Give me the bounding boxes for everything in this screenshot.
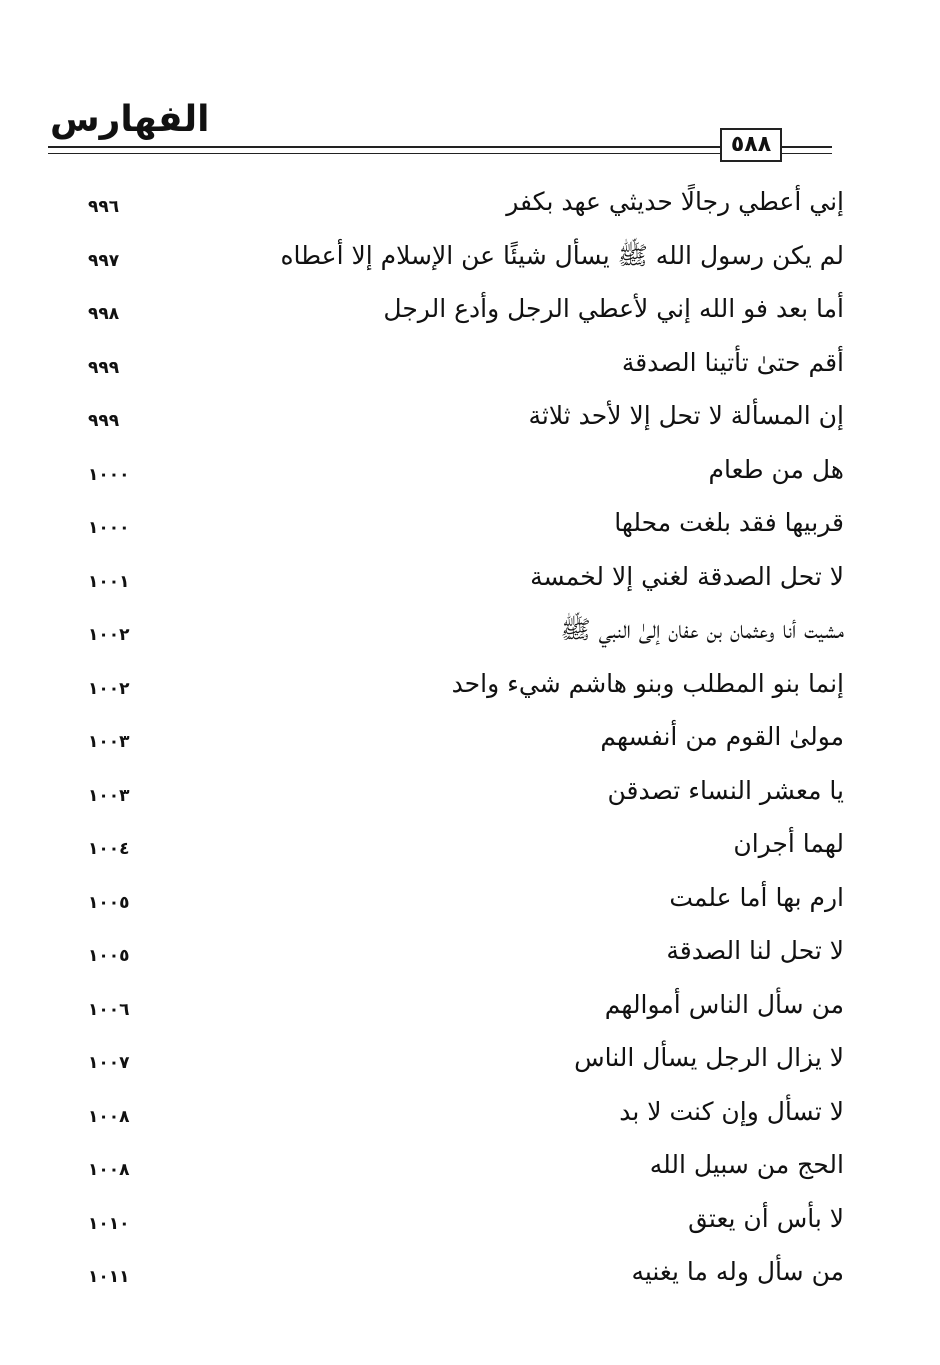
entry-title: لا تسأل وإن كنت لا بد xyxy=(619,1096,844,1126)
entry-page-ref: ٩٩٩ xyxy=(88,411,120,431)
entry-page-ref: ٩٩٨ xyxy=(88,304,120,324)
index-list xyxy=(0,180,940,1304)
entry-page-ref: ١٠٠٠ xyxy=(88,464,130,485)
entry-title: أما بعد فو الله إني لأعطي الرجل وأدع الرجل xyxy=(383,294,844,323)
entry-title: لا بأس أن يعتق xyxy=(688,1203,844,1233)
entry-title: أقم حتىٰ تأتينا الصدقة xyxy=(621,347,844,377)
entry-title: من سأل الناس أموالهم xyxy=(604,989,844,1019)
entry-title: إني أعطي رجالًا حديثي عهد بكفر xyxy=(506,187,844,216)
index-row xyxy=(0,715,940,769)
entry-page-ref: ١٠١٠ xyxy=(88,1213,130,1234)
index-row xyxy=(0,983,940,1037)
index-row xyxy=(0,929,940,983)
header-rule-top xyxy=(48,146,832,148)
index-row xyxy=(0,341,940,395)
entry-title: لا تحل الصدقة لغني إلا لخمسة xyxy=(530,561,844,591)
index-row xyxy=(0,555,940,609)
index-row xyxy=(0,180,940,234)
entry-title: يا معشر النساء تصدقن xyxy=(607,775,844,805)
entry-page-ref: ١٠٠٢ xyxy=(88,625,130,645)
entry-page-ref: ١٠٠٢ xyxy=(88,678,130,699)
entry-page-ref: ١٠٠٨ xyxy=(88,1160,130,1180)
entry-title: الحج من سبيل الله xyxy=(649,1150,844,1179)
entry-page-ref: ١٠٠٨ xyxy=(88,1106,130,1127)
index-row xyxy=(0,876,940,930)
page-number: ٥٨٨ xyxy=(720,128,782,162)
entry-page-ref: ١٠٠٦ xyxy=(88,999,130,1020)
entry-title: لا تحل لنا الصدقة xyxy=(666,936,844,965)
entry-page-ref: ١٠٠٧ xyxy=(88,1053,130,1073)
index-row xyxy=(0,234,940,288)
index-row xyxy=(0,394,940,448)
entry-page-ref: ١٠٠٣ xyxy=(88,785,130,806)
entry-page-ref: ٩٩٩ xyxy=(88,357,120,378)
index-row xyxy=(0,1090,940,1144)
entry-page-ref: ٩٩٦ xyxy=(88,197,120,217)
index-row xyxy=(0,662,940,716)
entry-page-ref: ١٠٠٥ xyxy=(88,892,130,913)
entry-title: إنما بنو المطلب وبنو هاشم شيء واحد xyxy=(451,668,844,698)
entry-title: مشيت أنا وعثمان بن عفان إلىٰ النبي ﷺ xyxy=(560,615,844,644)
entry-title: لا يزال الرجل يسأل الناس xyxy=(574,1043,844,1072)
entry-page-ref: ٩٩٧ xyxy=(88,250,120,271)
entry-title: هل من طعام xyxy=(708,454,844,484)
entry-page-ref: ١٠١١ xyxy=(88,1267,130,1287)
entry-title: ارم بها أما علمت xyxy=(669,882,844,912)
entry-page-ref: ١٠٠١ xyxy=(88,571,130,592)
header-rule-bottom xyxy=(48,153,832,154)
running-title: الفهارس xyxy=(50,99,210,140)
index-row xyxy=(0,1197,940,1251)
entry-page-ref: ١٠٠٣ xyxy=(88,732,130,752)
entry-title: مولىٰ القوم من أنفسهم xyxy=(600,722,844,751)
entry-page-ref: ١٠٠٤ xyxy=(88,839,130,859)
entry-title: لهما أجران xyxy=(733,829,844,858)
index-row xyxy=(0,1143,940,1197)
index-row xyxy=(0,822,940,876)
entry-title: إن المسألة لا تحل إلا لأحد ثلاثة xyxy=(528,401,844,430)
index-row xyxy=(0,287,940,341)
index-row xyxy=(0,501,940,555)
entry-title: لم يكن رسول الله ﷺ يسأل شيئًا عن الإسلام إلا أعطاه xyxy=(280,240,844,270)
index-row xyxy=(0,448,940,502)
entry-title: قربيها فقد بلغت محلها xyxy=(614,508,844,537)
entry-title: من سأل وله ما يغنيه xyxy=(631,1257,844,1286)
index-row xyxy=(0,769,940,823)
index-row xyxy=(0,1036,940,1090)
index-row xyxy=(0,608,940,662)
index-row xyxy=(0,1250,940,1304)
entry-page-ref: ١٠٠٥ xyxy=(88,946,130,966)
entry-page-ref: ١٠٠٠ xyxy=(88,518,130,538)
